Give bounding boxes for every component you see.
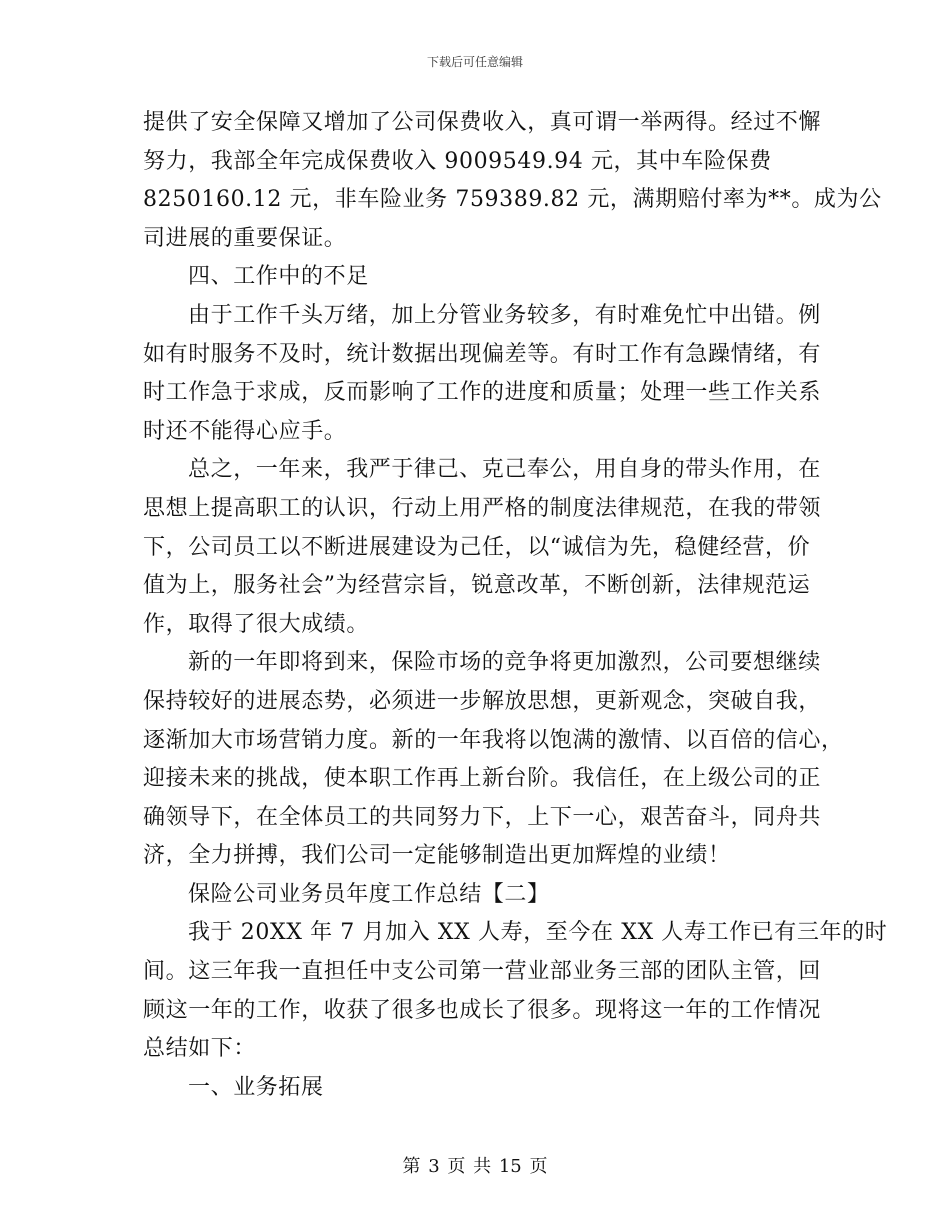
text-line: 总之，一年来，我严于律己、克己奉公，用自身的带头作用，在 (188, 457, 821, 483)
text-line: 一、业务拓展 (188, 1074, 324, 1100)
text-line: 四、工作中的不足 (188, 264, 369, 290)
text-line: 努力，我部全年完成保费收入 9009549.94 元，其中车险保费 (143, 148, 772, 174)
text-line: 保持较好的进展态势，必须进一步解放思想，更新观念，突破自我， (143, 688, 822, 714)
text-line: 司进展的重要保证。 (143, 225, 347, 251)
text-line: 总结如下： (143, 1036, 257, 1062)
document-body (143, 104, 888, 1107)
text-line: 保险公司业务员年度工作总结【二】 (188, 881, 550, 907)
text-line: 我于 20XX 年 7 月加入 XX 人寿，至今在 XX 人寿工作已有三年的时 (188, 920, 888, 946)
text-line: 思想上提高职工的认识，行动上用严格的制度法律规范，在我的带领 (143, 495, 822, 521)
text-line: 作，取得了很大成绩。 (143, 611, 370, 637)
text-line: 时还不能得心应手。 (143, 418, 347, 444)
text-line: 由于工作千头万绪，加上分管业务较多，有时难免忙中出错。例 (188, 302, 821, 328)
text-line: 济，全力拼搏，我们公司一定能够制造出更加辉煌的业绩！ (143, 843, 731, 869)
text-line: 顾这一年的工作，收获了很多也成长了很多。现将这一年的工作情况 (143, 997, 822, 1023)
text-line: 迎接未来的挑战，使本职工作再上新台阶。我信任，在上级公司的正 (143, 766, 822, 792)
text-line: 8250160.12 元，非车险业务 759389.82 元，满期赔付率为**。成为公 (143, 187, 882, 213)
text-line: 确领导下，在全体员工的共同努力下，上下一心，艰苦奋斗，同舟共 (143, 804, 822, 830)
text-line: 值为上，服务社会”为经营宗旨，锐意改革，不断创新，法律规范运 (143, 573, 811, 599)
text-line: 逐渐加大市场营销力度。新的一年我将以饱满的激情、以百倍的信心， (143, 727, 844, 753)
text-line: 间。这三年我一直担任中支公司第一营业部业务三部的团队主管，回 (143, 959, 822, 985)
text-line: 时工作急于求成，反而影响了工作的进度和质量；处理一些工作关系 (143, 380, 822, 406)
text-line: 如有时服务不及时，统计数据出现偏差等。有时工作有急躁情绪，有 (143, 341, 822, 367)
page-header: 下载后可任意编辑 (426, 55, 523, 69)
page-footer: 第 3 页 共 15 页 (402, 1156, 548, 1177)
text-line: 新的一年即将到来，保险市场的竞争将更加激烈，公司要想继续 (188, 650, 821, 676)
text-line: 提供了安全保障又增加了公司保费收入，真可谓一举两得。经过不懈 (143, 110, 822, 135)
text-line: 下，公司员工以不断进展建设为己任，以“诚信为先，稳健经营，价 (143, 534, 811, 560)
